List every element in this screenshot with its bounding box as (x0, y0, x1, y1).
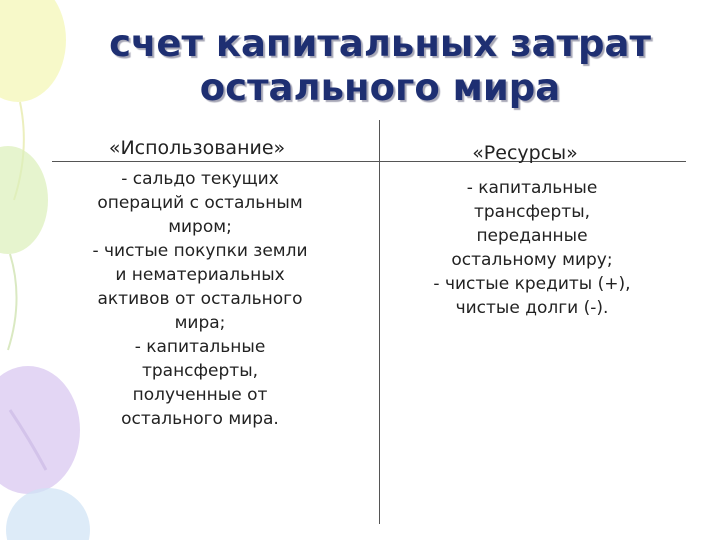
title-line-2: остального мира (199, 66, 561, 109)
slide-title (60, 22, 700, 110)
left-line: мира; (174, 313, 226, 333)
left-line: - капитальные (134, 337, 266, 357)
left-column-header: «Использование» (108, 137, 286, 159)
left-line: активов от остального (97, 289, 303, 309)
title-line-1: счет капитальных затрат (109, 22, 651, 65)
right-column-header: «Ресурсы» (472, 142, 578, 164)
balloon-blue (6, 488, 90, 540)
right-line: трансферты, (473, 202, 591, 222)
right-line: - капитальные (466, 178, 598, 198)
column-divider (379, 120, 380, 524)
left-line: трансферты, (141, 361, 259, 381)
right-column-text (382, 176, 682, 320)
right-line: чистые долги (-). (455, 298, 609, 318)
left-line: миром; (168, 217, 232, 237)
left-line: и нематериальных (115, 265, 285, 285)
left-line: - сальдо текущих (121, 169, 279, 189)
left-line: операций с остальным (97, 193, 303, 213)
left-line: полученные от (132, 385, 268, 405)
right-line: переданные (476, 226, 588, 246)
right-line: - чистые кредиты (+), (433, 274, 631, 294)
right-line: остальному миру; (451, 250, 613, 270)
left-line: остального мира. (121, 409, 279, 429)
left-line: - чистые покупки земли (92, 241, 308, 261)
left-column-text (30, 167, 370, 431)
